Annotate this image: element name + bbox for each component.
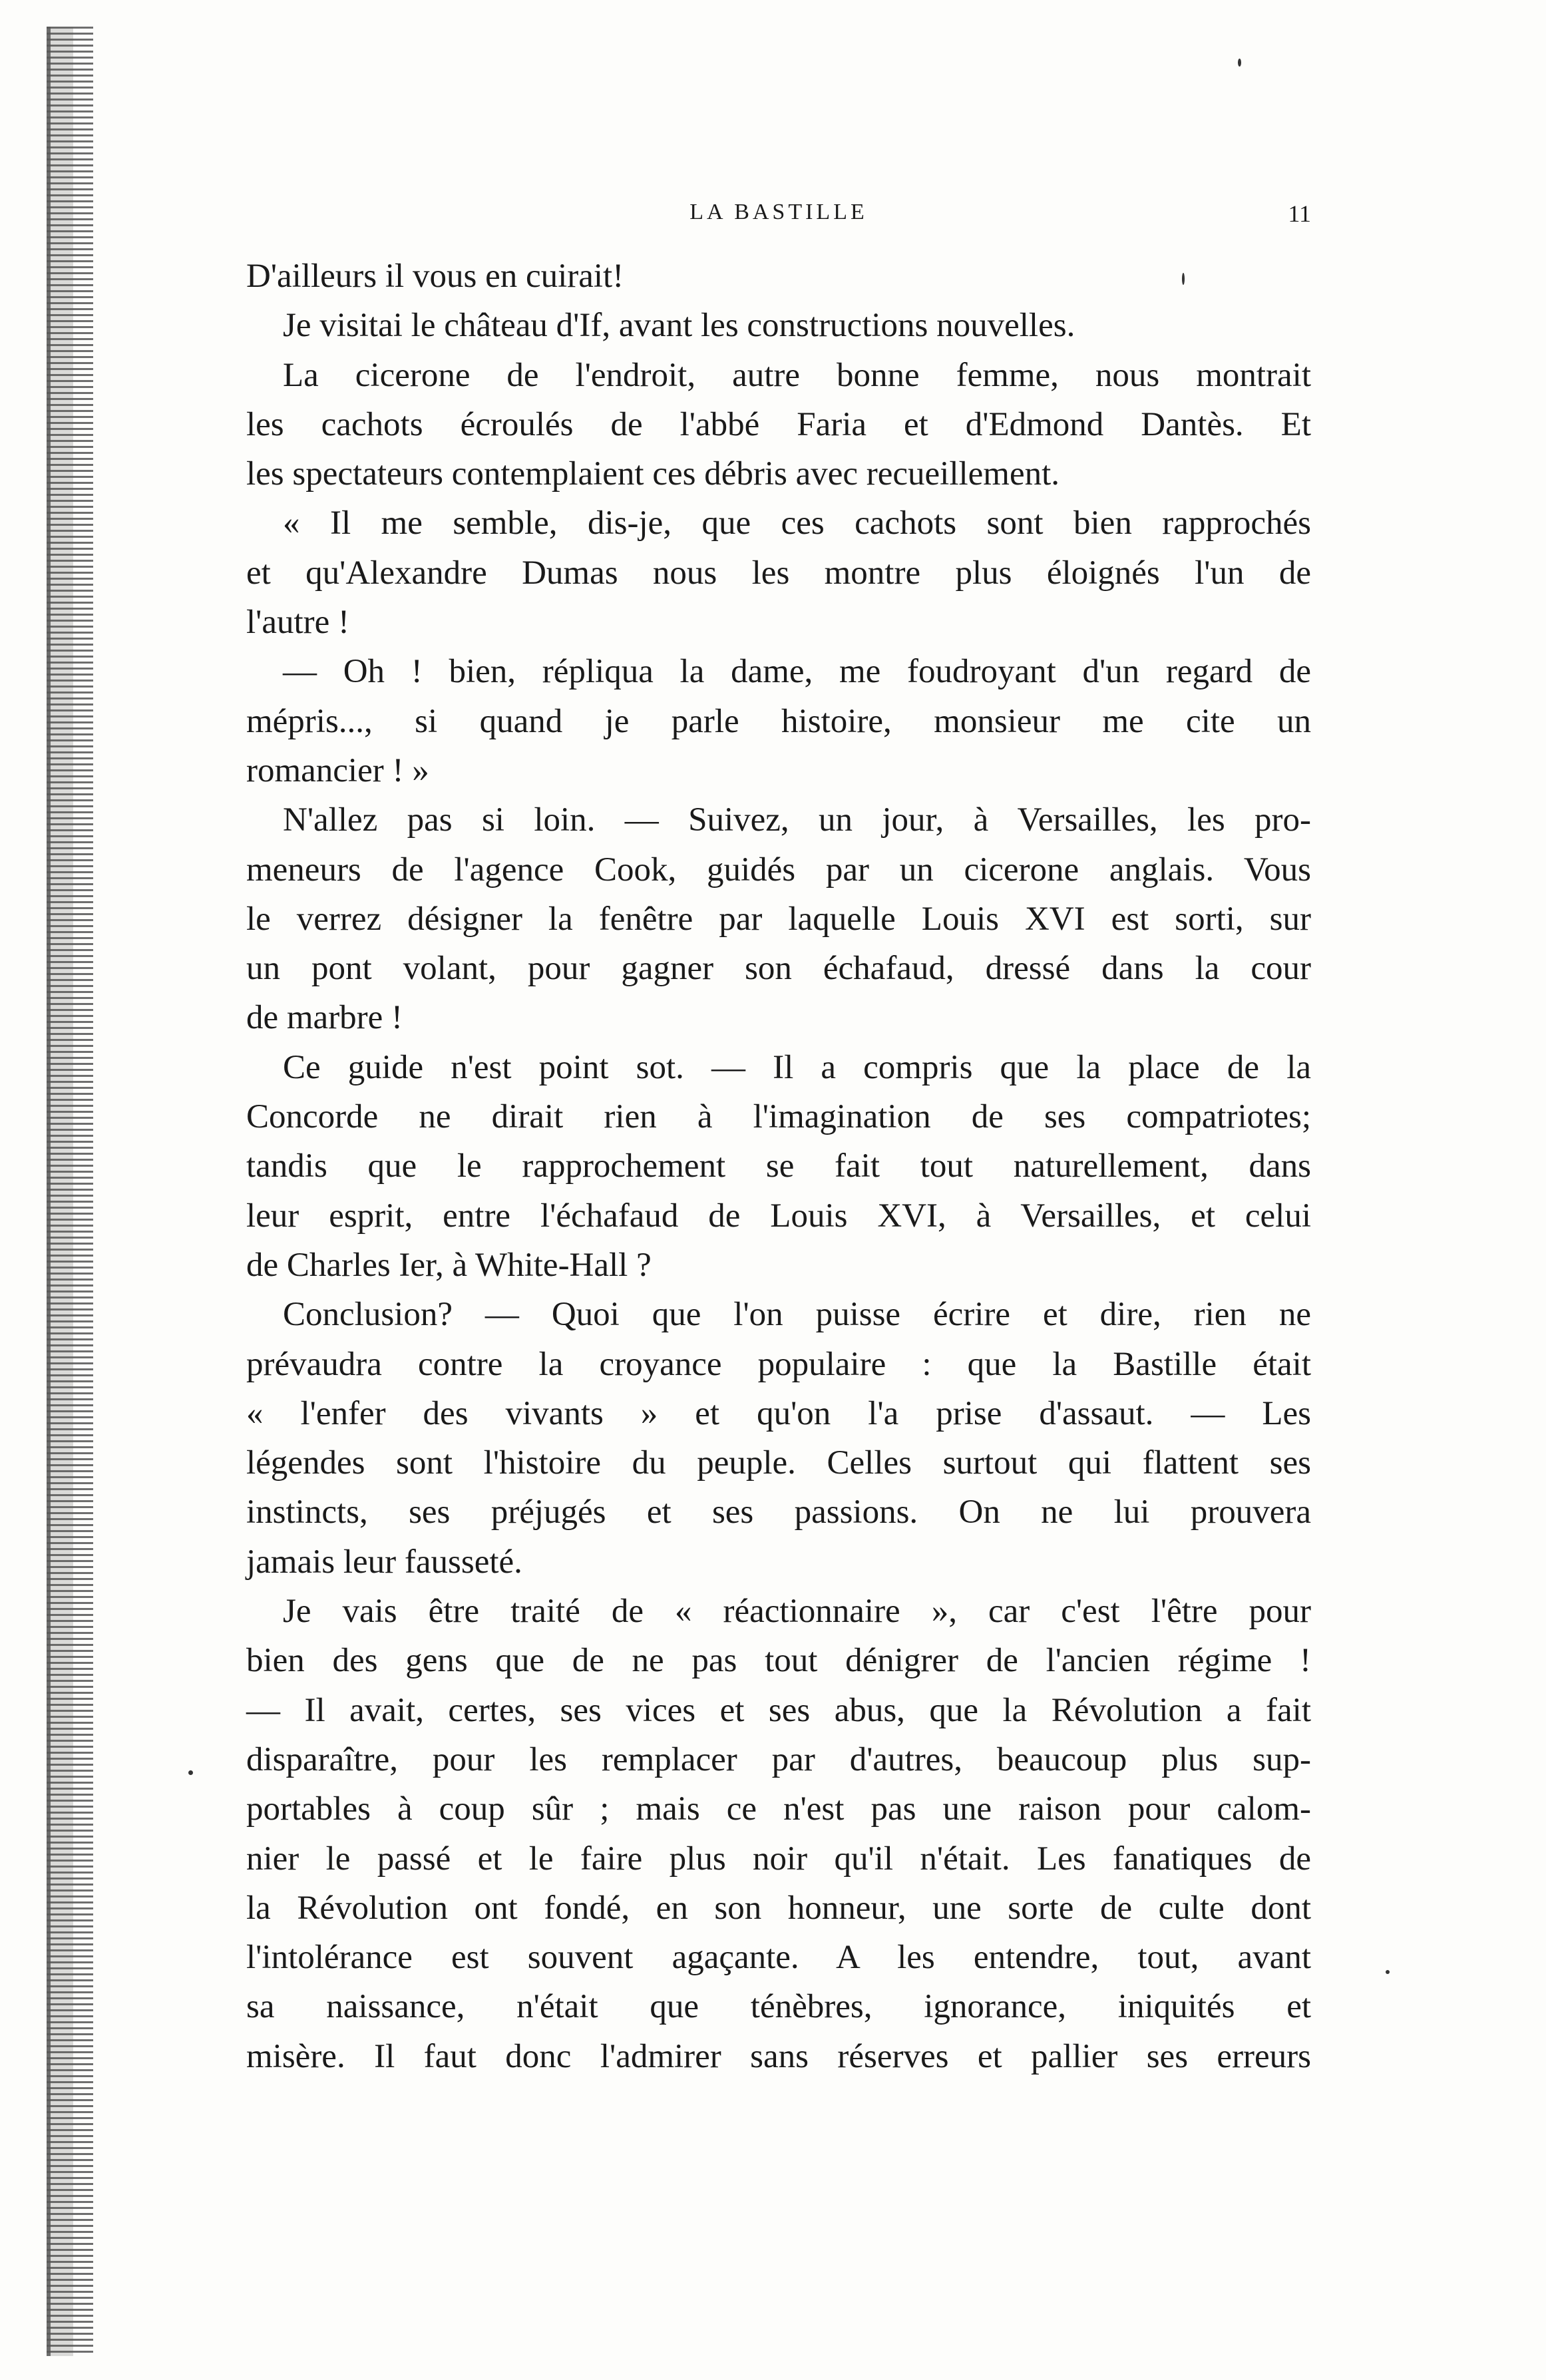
text-line: l'intolérance est souvent agaçante. A les entendre, tout, avant (246, 1939, 1311, 1977)
text-line: Je vais être traité de « réactionnaire », car c'est l'être pour (283, 1593, 1311, 1631)
page-number: 11 (1288, 200, 1311, 227)
text-line: nier le passé et le faire plus noir qu'il n'était. Les fanatiques de (246, 1840, 1311, 1878)
text-line: — Oh ! bien, répliqua la dame, me foudroyant d'un regard de (283, 653, 1311, 691)
text-line: « Il me semble, dis-je, que ces cachots sont bien rapprochés (283, 504, 1311, 542)
text-line: la Révolution ont fondé, en son honneur, une sorte de culte dont (246, 1889, 1311, 1927)
text-line: portables à coup sûr ; mais ce n'est pas une raison pour calom- (246, 1790, 1311, 1828)
text-line: mépris..., si quand je parle histoire, monsieur me cite un (246, 702, 1311, 740)
text-line: misère. Il faut donc l'admirer sans réserves et pallier ses erreurs (246, 2037, 1311, 2075)
text-line: l'autre ! (246, 604, 350, 642)
text-line: et qu'Alexandre Dumas nous les montre plus éloignés l'un de (246, 554, 1311, 592)
scan-speck (1238, 59, 1241, 67)
text-line: Ce guide n'est point sot. — Il a compris que la place de la (283, 1048, 1311, 1086)
scanned-binding-edge (47, 27, 93, 2356)
text-line: disparaître, pour les remplacer par d'autres, beaucoup plus sup- (246, 1740, 1311, 1778)
scan-speck (188, 1770, 193, 1775)
text-line: D'ailleurs il vous en cuirait! (246, 258, 624, 295)
text-line: de marbre ! (246, 999, 403, 1037)
text-line: bien des gens que de ne pas tout dénigrer de l'ancien régime ! (246, 1642, 1311, 1680)
text-line: Je visitai le château d'If, avant les constructions nouvelles. (283, 307, 1075, 345)
text-line: instincts, ses préjugés et ses passions. On ne lui prouvera (246, 1493, 1311, 1531)
text-line: les cachots écroulés de l'abbé Faria et d'Edmond Dantès. Et (246, 405, 1311, 443)
running-head (246, 200, 1311, 233)
text-line: romancier ! » (246, 751, 429, 789)
text-line: de Charles Ier, à White-Hall ? (246, 1246, 652, 1284)
running-title: LA BASTILLE (689, 200, 868, 224)
text-line: les spectateurs contemplaient ces débris avec recueillement. (246, 455, 1060, 493)
text-line: leur esprit, entre l'échafaud de Louis XVI, à Versailles, et celui (246, 1197, 1311, 1235)
text-line: tandis que le rapprochement se fait tout naturellement, dans (246, 1147, 1311, 1185)
text-line: légendes sont l'histoire du peuple. Celles surtout qui flattent ses (246, 1444, 1311, 1482)
text-line: Conclusion? — Quoi que l'on puisse écrire et dire, rien ne (283, 1296, 1311, 1334)
text-line: meneurs de l'agence Cook, guidés par un cicerone anglais. Vous (246, 851, 1311, 889)
text-line: un pont volant, pour gagner son échafaud, dressé dans la cour (246, 950, 1311, 988)
text-line: — Il avait, certes, ses vices et ses abus, que la Révolution a fait (246, 1691, 1311, 1729)
text-line: le verrez désigner la fenêtre par laquelle Louis XVI est sorti, sur (246, 900, 1311, 938)
text-line: jamais leur fausseté. (246, 1543, 522, 1581)
scan-speck (1386, 1970, 1390, 1974)
body-text (246, 252, 1311, 2081)
text-line: La cicerone de l'endroit, autre bonne femme, nous montrait (283, 356, 1311, 394)
text-line: « l'enfer des vivants » et qu'on l'a prise d'assaut. — Les (246, 1394, 1311, 1432)
text-line: N'allez pas si loin. — Suivez, un jour, à Versailles, les pro- (283, 801, 1311, 839)
text-line: Concorde ne dirait rien à l'imagination de ses compatriotes; (246, 1098, 1311, 1136)
text-line: prévaudra contre la croyance populaire : que la Bastille était (246, 1345, 1311, 1383)
text-line: sa naissance, n'était que ténèbres, ignorance, iniquités et (246, 1988, 1311, 2026)
